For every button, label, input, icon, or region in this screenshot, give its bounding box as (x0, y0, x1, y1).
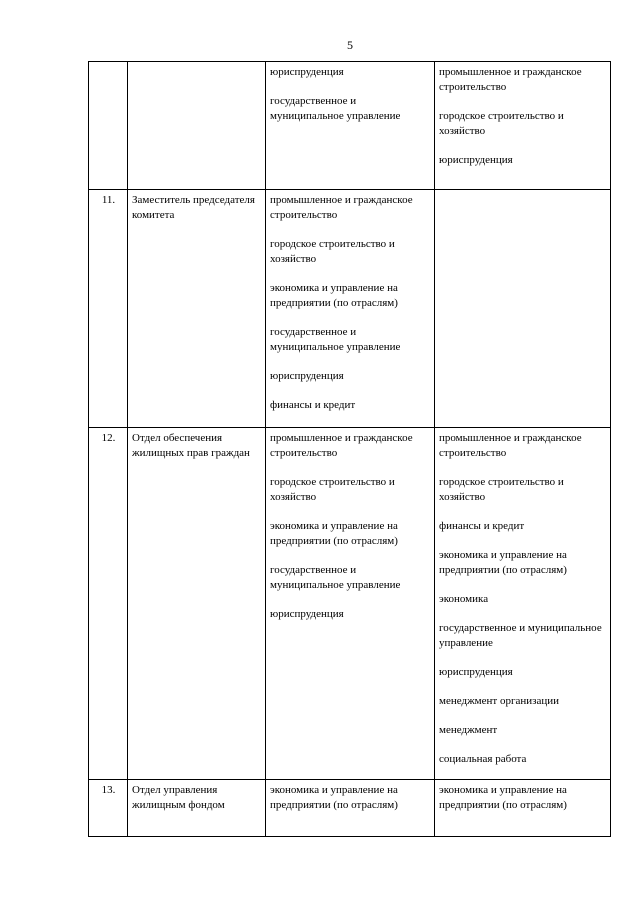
right-cell (435, 780, 611, 837)
unit-cell (128, 428, 266, 780)
row-number: 11. (89, 190, 128, 428)
specialty-item: финансы и кредит (439, 520, 525, 532)
right-cell (435, 428, 611, 780)
row-number: 12. (89, 428, 128, 780)
specialty-item: экономика и управление на предприятии (по отраслям) (270, 520, 398, 547)
unit-cell (128, 62, 266, 190)
specialty-item: промышленное и гражданское строительство (439, 66, 582, 93)
unit-name: Отдел обеспечения жилищных прав граждан (132, 432, 250, 459)
specialty-item: экономика и управление на предприятии (по отраслям) (439, 784, 567, 811)
unit-cell (128, 190, 266, 428)
row-number: 13. (89, 780, 128, 837)
unit-cell (128, 780, 266, 837)
specialty-item: менеджмент (439, 724, 498, 736)
middle-cell (266, 190, 435, 428)
specialty-item: государственное и муниципальное управление (270, 564, 401, 591)
specialty-item: государственное и муниципальное управление (270, 95, 401, 122)
specialty-item: промышленное и гражданское строительство (270, 432, 413, 459)
right-cell (435, 190, 611, 428)
specialty-item: юриспруденция (270, 608, 344, 620)
specialty-item: социальная работа (439, 753, 527, 765)
table-row (89, 190, 611, 428)
specialty-item: городское строительство и хозяйство (439, 110, 564, 137)
specialty-item: финансы и кредит (270, 399, 356, 411)
table-row (89, 780, 611, 837)
specialty-item: экономика и управление на предприятии (по отраслям) (439, 549, 567, 576)
specialty-item: юриспруденция (270, 66, 344, 78)
specialty-item: городское строительство и хозяйство (270, 476, 395, 503)
specialties-table (88, 61, 611, 837)
specialty-item: юриспруденция (439, 154, 513, 166)
specialty-item: промышленное и гражданское строительство (439, 432, 582, 459)
specialty-item: государственное и муниципальное управление (439, 622, 602, 649)
unit-name: Заместитель председателя комитета (132, 194, 255, 221)
specialty-item: экономика и управление на предприятии (по отраслям) (270, 784, 398, 811)
unit-name: Отдел управления жилищным фондом (132, 784, 225, 811)
specialty-item: государственное и муниципальное управление (270, 326, 401, 353)
table-row (89, 62, 611, 190)
specialty-item: юриспруденция (270, 370, 344, 382)
specialty-item: городское строительство и хозяйство (439, 476, 564, 503)
specialty-item: менеджмент организации (439, 695, 560, 707)
specialty-item: промышленное и гражданское строительство (270, 194, 413, 221)
row-number (89, 62, 128, 190)
specialty-item: юриспруденция (439, 666, 513, 678)
right-cell (435, 62, 611, 190)
middle-cell (266, 62, 435, 190)
table-row (89, 428, 611, 780)
middle-cell (266, 428, 435, 780)
specialty-item: экономика и управление на предприятии (по отраслям) (270, 282, 398, 309)
middle-cell (266, 780, 435, 837)
page-number: 5 (347, 38, 353, 52)
specialty-item: экономика (439, 593, 489, 605)
specialty-item: городское строительство и хозяйство (270, 238, 395, 265)
